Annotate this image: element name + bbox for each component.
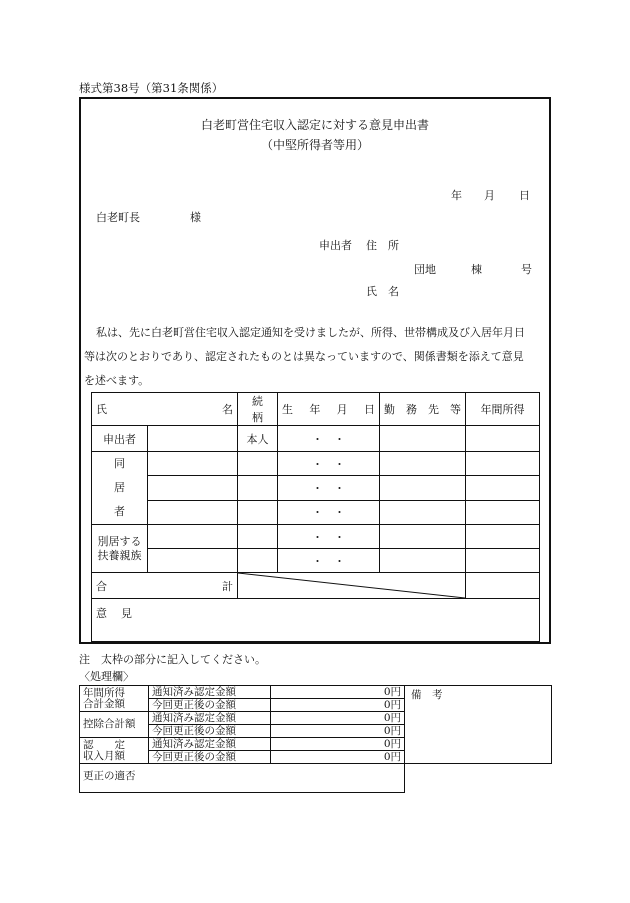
total-label-a: 合: [96, 579, 107, 593]
header-name-a: 氏: [96, 403, 107, 416]
household-table: [91, 392, 540, 642]
cohabitant-label: 同 居 者: [92, 452, 148, 525]
remarks-cell: [405, 686, 552, 764]
addressee-honorific: 様: [190, 211, 201, 224]
date-day: 日: [519, 189, 530, 202]
address-building: 棟: [471, 263, 482, 276]
table-row-cohabitant: 同 居 者 ・ ・: [92, 452, 540, 476]
applicant-label: 申出者: [319, 239, 352, 252]
note: 注 太枠の部分に記入してください。: [79, 653, 266, 666]
table-header-row: 氏 名 続 柄 生 年 月 日 勤 務 先 等 年間所得: [92, 393, 540, 426]
group-annual-income: 年間所得 合計金額: [80, 686, 149, 712]
form-number: 様式第38号（第31条関係）: [79, 81, 224, 95]
table-row-opinion: [92, 599, 540, 642]
body-line-3: を述べます。: [84, 374, 150, 387]
correction-label: 更正の適否: [80, 764, 405, 793]
address-label: 住 所: [366, 239, 399, 252]
opinion-label-a: 意: [96, 607, 107, 620]
opinion-label-b: 見: [121, 607, 132, 620]
applicant-relation: 本人: [238, 426, 278, 452]
body-line-1: 私は、先に白老町営住宅収入認定通知を受けましたが、所得、世帯構成及び入居年月日: [96, 326, 525, 339]
addressee-name: 白老町長: [96, 211, 140, 224]
processing-heading: 〈処理欄〉: [79, 670, 134, 683]
table-row-cohabitant: ・ ・: [92, 476, 540, 500]
total-diagonal-line: [238, 573, 465, 598]
applicant-row-label: 申出者: [92, 426, 148, 452]
group-deduction: 控除合計額: [80, 712, 149, 738]
address-danchi: 団地: [414, 263, 436, 276]
table-row-applicant: [92, 426, 540, 452]
date-year: 年: [451, 189, 462, 202]
table-row-cohabitant: ・ ・: [92, 500, 540, 524]
header-relation: 続 柄: [238, 393, 278, 426]
group-recognized-income: 認 定 収入月額: [80, 738, 149, 764]
date-month: 月: [484, 189, 495, 202]
remarks-label: 備 考: [411, 689, 443, 701]
form-title: 白老町営住宅収入認定に対する意見申出書: [200, 118, 429, 132]
header-name-b: 名: [222, 403, 233, 416]
total-label-b: 計: [222, 579, 233, 593]
table-row-total: [92, 573, 540, 599]
form-subtitle: （中堅所得者等用）: [260, 138, 369, 152]
applicant-name-label: 氏 名: [366, 285, 399, 298]
table-row-dependent: 別居する 扶養親族 ・ ・: [92, 525, 540, 549]
address-unit: 号: [521, 263, 532, 276]
processing-table: 年間所得 合計金額 通知済み認定金額 0円 備 考 今回更正後の金額 0円 控除合計額 通知済み認定金額 0円 今回更正後の金額 0円 認 定 収入月額 通知済み認定金額 0円 今回更正後の金額 0円 更正の適否: [79, 685, 552, 793]
total-slash-cell: [238, 573, 466, 599]
header-income: 年間所得: [466, 393, 540, 426]
table-row-dependent: ・ ・: [92, 549, 540, 573]
body-line-2: 等は次のとおりであり、認定されたものとは異なっていますので、関係書類を添えて意見: [84, 350, 524, 363]
dependent-label: 別居する 扶養親族: [92, 525, 148, 573]
applicant-birth[interactable]: ・ ・: [278, 426, 380, 452]
